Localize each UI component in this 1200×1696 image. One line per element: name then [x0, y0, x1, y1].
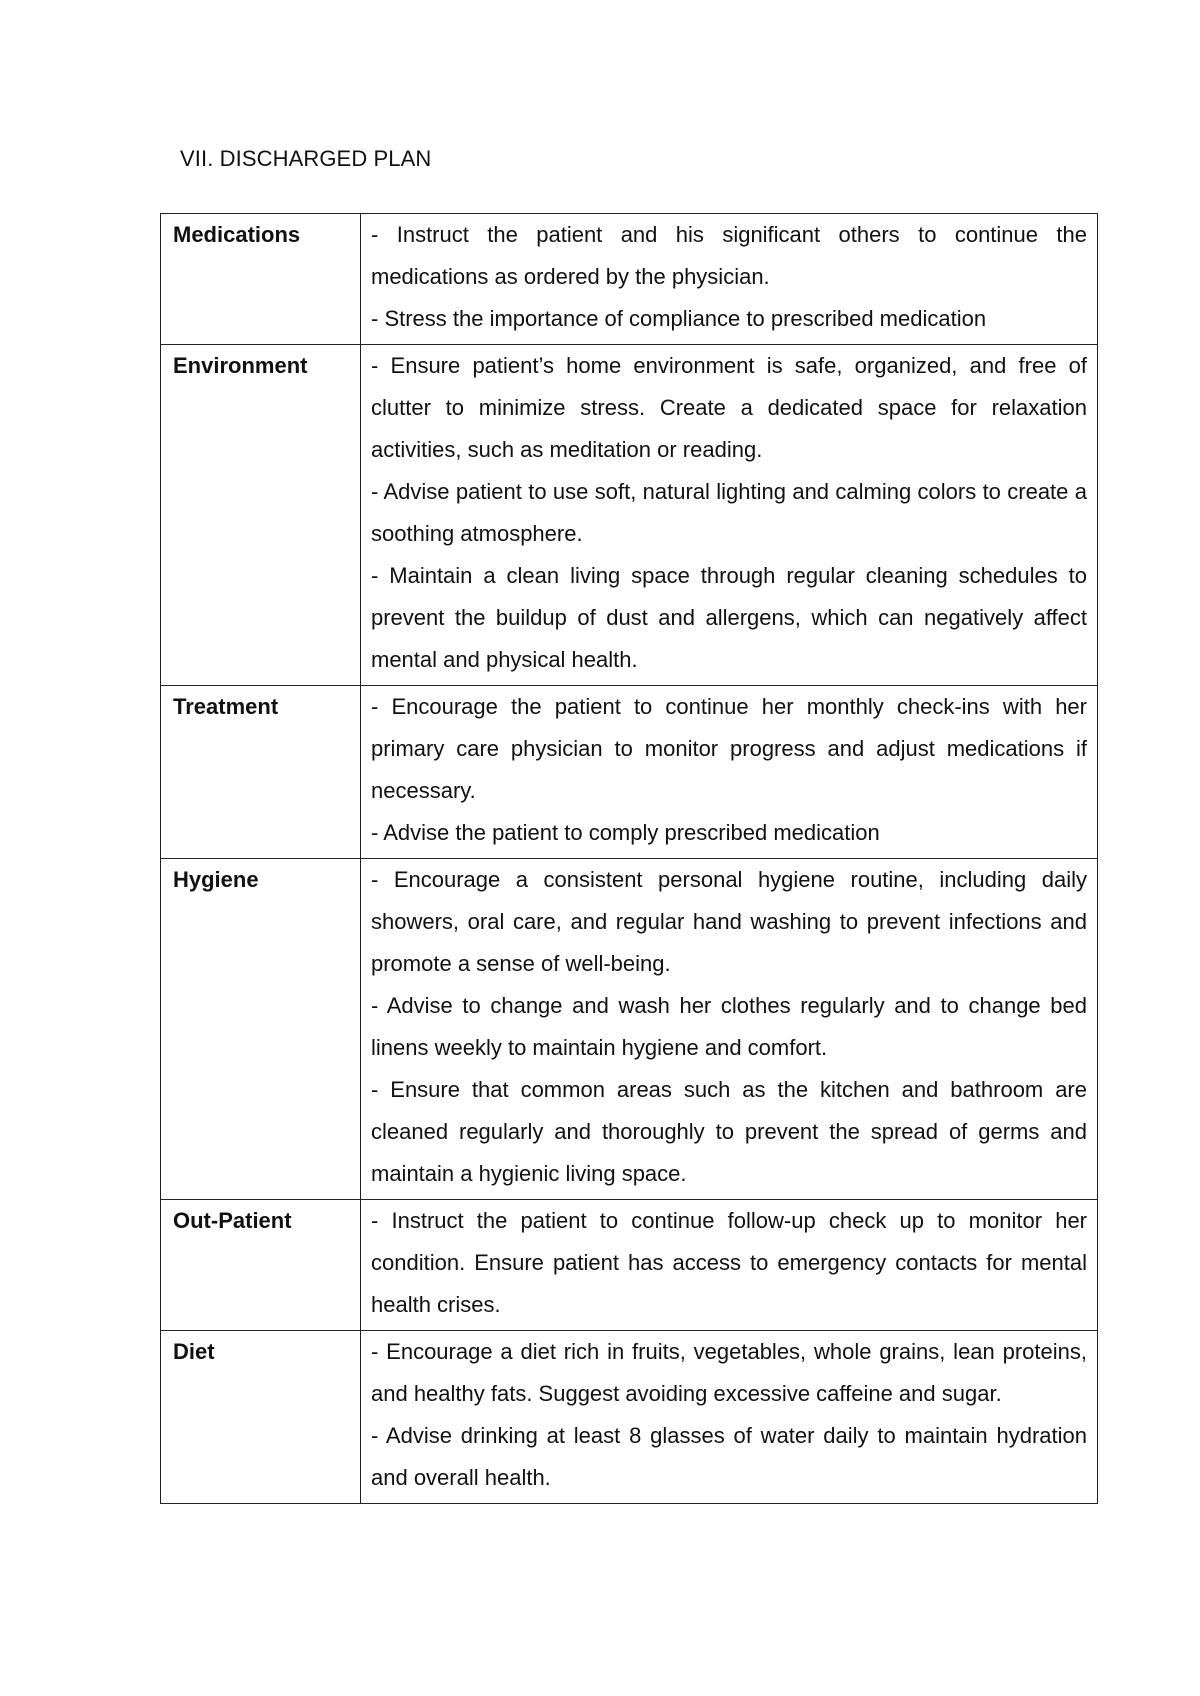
row-item: - Advise patient to use soft, natural lighting and calming colors to create a soothing atmosphere. — [371, 479, 1087, 546]
row-content — [361, 345, 1098, 686]
table-row-medications — [161, 214, 1098, 345]
row-label: Environment — [161, 345, 361, 686]
row-item: - Maintain a clean living space through regular cleaning schedules to prevent the buildup of dust and allergens, which can negatively affect mental and physical health. — [371, 563, 1087, 672]
row-label: Hygiene — [161, 859, 361, 1200]
discharge-plan-table-body — [161, 214, 1098, 1504]
row-item: - Instruct the patient to continue follow-up check up to monitor her condition. Ensure patient has access to emergency contacts for mental health crises. — [371, 1208, 1087, 1317]
row-item: - Advise to change and wash her clothes regularly and to change bed linens weekly to maintain hygiene and comfort. — [371, 993, 1087, 1060]
row-item: - Ensure patient’s home environment is safe, organized, and free of clutter to minimize stress. Create a dedicated space for relaxation activities, such as meditation or reading. — [371, 353, 1087, 462]
row-content — [361, 859, 1098, 1200]
table-row-diet — [161, 1331, 1098, 1504]
row-content — [361, 214, 1098, 345]
row-item: - Ensure that common areas such as the kitchen and bathroom are cleaned regularly and thoroughly to prevent the spread of germs and maintain a hygienic living space. — [371, 1077, 1087, 1186]
row-content — [361, 1200, 1098, 1331]
row-item: - Encourage a consistent personal hygiene routine, including daily showers, oral care, and regular hand washing to prevent infections and promote a sense of well-being. — [371, 867, 1087, 976]
row-item: - Advise drinking at least 8 glasses of water daily to maintain hydration and overall health. — [371, 1423, 1087, 1490]
row-content — [361, 686, 1098, 859]
row-content — [361, 1331, 1098, 1504]
row-item: - Encourage a diet rich in fruits, vegetables, whole grains, lean proteins, and healthy fats. Suggest avoiding excessive caffeine and sugar. — [371, 1339, 1087, 1406]
row-item: - Instruct the patient and his significant others to continue the medications as ordered by the physician. — [371, 222, 1087, 289]
discharge-plan-table — [160, 213, 1098, 1504]
table-row-out-patient — [161, 1200, 1098, 1331]
row-label: Treatment — [161, 686, 361, 859]
row-label: Medications — [161, 214, 361, 345]
row-item: - Stress the importance of compliance to prescribed medication — [371, 306, 987, 331]
table-row-environment — [161, 345, 1098, 686]
row-label: Diet — [161, 1331, 361, 1504]
table-row-treatment — [161, 686, 1098, 859]
section-title: VII. DISCHARGED PLAN — [180, 146, 432, 171]
row-label: Out-Patient — [161, 1200, 361, 1331]
row-item: - Advise the patient to comply prescribed medication — [371, 820, 880, 845]
row-item: - Encourage the patient to continue her monthly check-ins with her primary care physician to monitor progress and adjust medications if necessary. — [371, 694, 1087, 803]
table-row-hygiene — [161, 859, 1098, 1200]
